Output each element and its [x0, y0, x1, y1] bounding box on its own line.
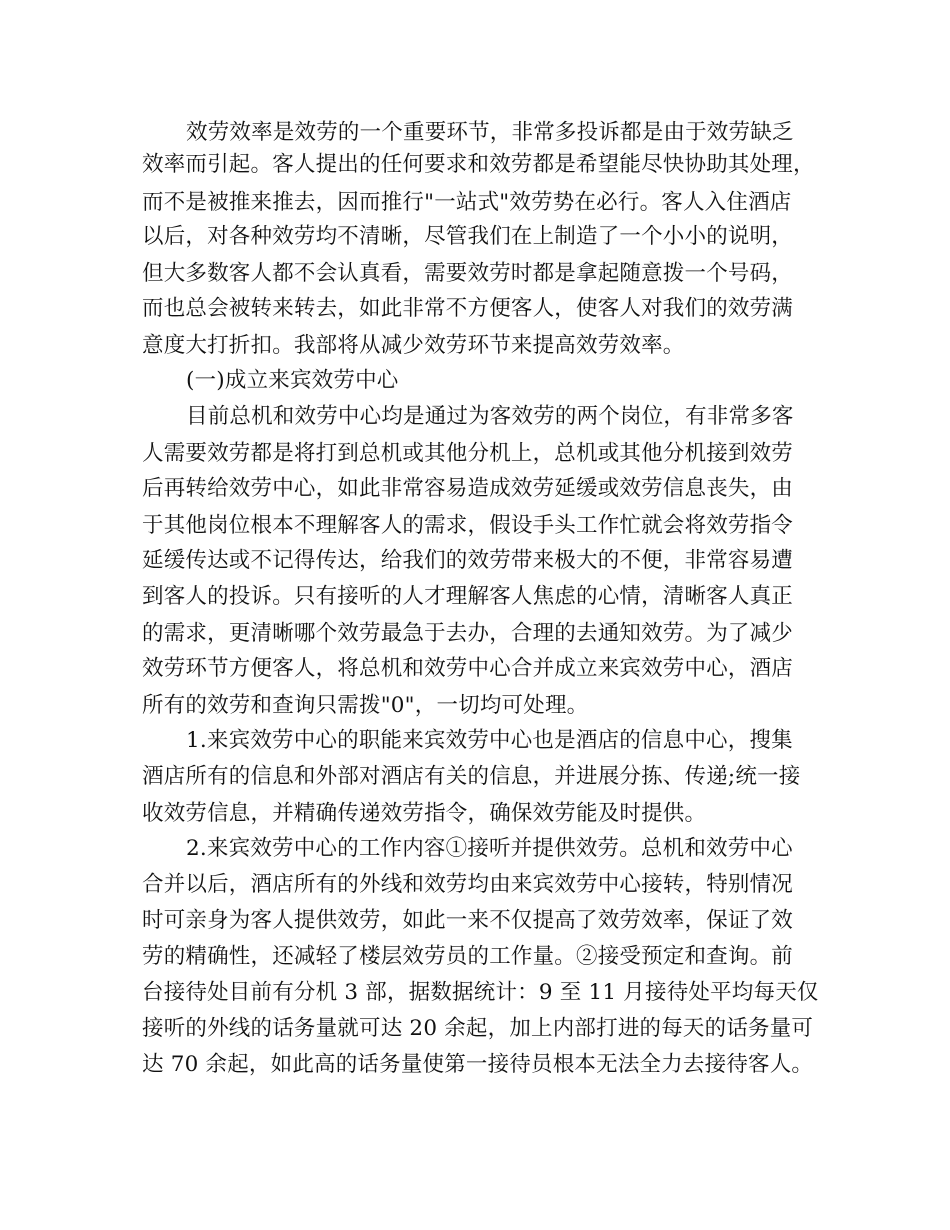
text-line: 时可亲身为客人提供效劳，如此一来不仅提高了效劳效率，保证了效 [142, 908, 794, 933]
text-line: 以后，对各种效劳均不清晰，尽管我们在上制造了一个小小的说明， [142, 224, 794, 249]
text-line: 效率而引起。客人提出的任何要求和效劳都是希望能尽快协助其处理， [142, 152, 815, 177]
text-line: 台接待处目前有分机 3 部，据数据统计：9 至 11 月接待处平均每天仅 [142, 980, 819, 1005]
text-line: 延缓传达或不记得传达，给我们的效劳带来极大的不便，非常容易遭 [142, 548, 794, 573]
text-line: 2.来宾效劳中心的工作内容①接听并提供效劳。总机和效劳中心 [186, 836, 793, 861]
text-line: 的需求，更清晰哪个效劳最急于去办，合理的去通知效劳。为了减少 [142, 621, 794, 646]
section-heading: (一)成立来宾效劳中心 [186, 368, 399, 393]
text-line: 接听的外线的话务量就可达 20 余起，加上内部打进的每天的话务量可 [142, 1016, 814, 1041]
text-line: 所有的效劳和查询只需拨"0"，一切均可处理。 [142, 693, 589, 718]
text-line: 到客人的投诉。只有接听的人才理解客人焦虑的心情，清晰客人真正 [142, 584, 794, 609]
text-line: 效劳环节方便客人，将总机和效劳中心合并成立来宾效劳中心，酒店 [142, 656, 794, 681]
text-line: 达 70 余起，如此高的话务量使第一接待员根本无法全力去接待客人。 [142, 1052, 814, 1077]
text-line: 人需要效劳都是将打到总机或其他分机上，总机或其他分机接到效劳 [142, 441, 794, 466]
text-line: 而不是被推来推去，因而推行"一站式"效劳势在必行。客人入住酒店 [142, 190, 792, 215]
text-line: 于其他岗位根本不理解客人的需求，假设手头工作忙就会将效劳指令 [142, 513, 794, 538]
text-line: 酒店所有的信息和外部对酒店有关的信息，并进展分拣、传递;统一接 [142, 764, 801, 789]
text-line: 意度大打折扣。我部将从减少效劳环节来提高效劳效率。 [142, 333, 685, 358]
text-line: 收效劳信息，并精确传递效劳指令，确保效劳能及时提供。 [142, 801, 707, 826]
text-line: 但大多数客人都不会认真看，需要效劳时都是拿起随意拨一个号码， [142, 261, 794, 286]
text-line: 1.来宾效劳中心的职能来宾效劳中心也是酒店的信息中心，搜集 [186, 728, 793, 753]
text-line: 后再转给效劳中心，如此非常容易造成效劳延缓或效劳信息丧失，由 [142, 476, 794, 501]
text-line: 而也总会被转来转去，如此非常不方便客人，使客人对我们的效劳满 [142, 296, 794, 321]
text-line: 合并以后，酒店所有的外线和效劳均由来宾效劳中心接转，特别情况 [142, 872, 794, 897]
text-line: 目前总机和效劳中心均是通过为客效劳的两个岗位，有非常多客 [186, 404, 794, 429]
text-line: 劳的精确性，还减轻了楼层效劳员的工作量。②接受预定和查询。前 [142, 944, 794, 969]
text-line: 效劳效率是效劳的一个重要环节，非常多投诉都是由于效劳缺乏 [186, 120, 794, 145]
